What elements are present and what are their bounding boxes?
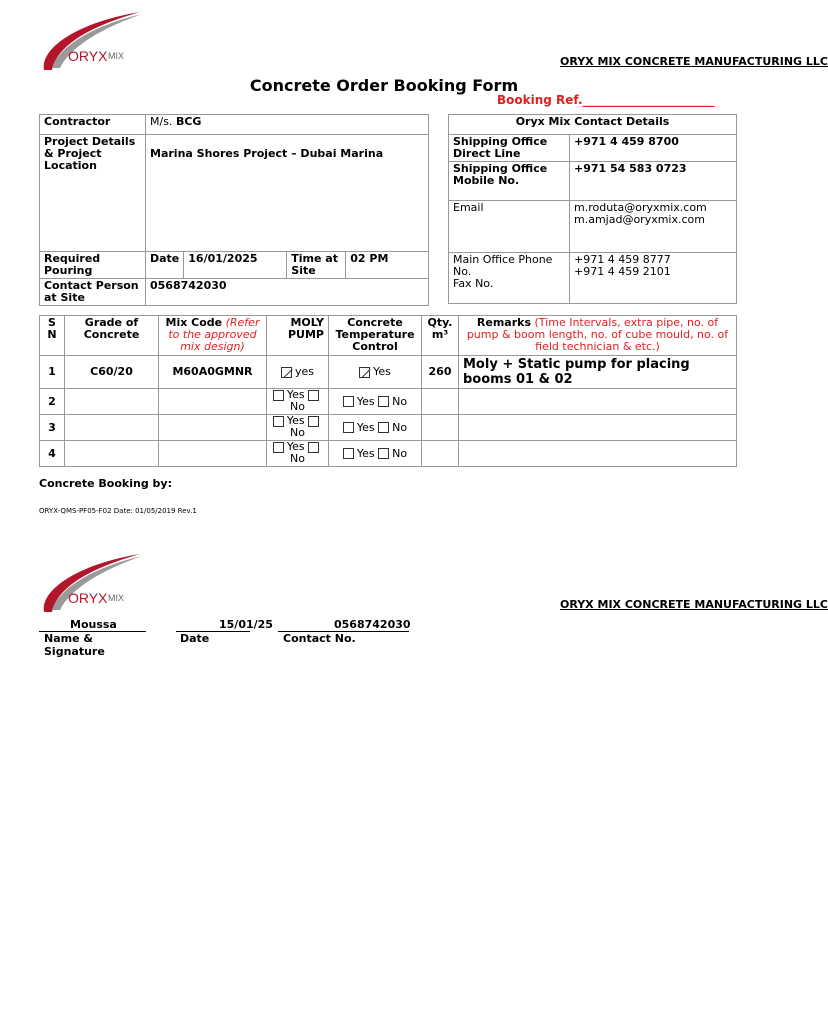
logo-text: ORYX (68, 590, 108, 606)
row-mix-code (159, 389, 267, 415)
row-qty: 260 (422, 356, 459, 389)
signature-name: Moussa (70, 618, 117, 631)
contact-details-table (448, 114, 737, 304)
row-moly (267, 389, 329, 415)
email-2[interactable]: m.amjad@oryxmix.com (574, 213, 705, 226)
row-remarks (459, 389, 737, 415)
contacts-title: Oryx Mix Contact Details (449, 115, 737, 135)
moly-yes-checkbox[interactable] (273, 416, 284, 427)
row-sn: 3 (40, 415, 65, 441)
row-remarks (459, 415, 737, 441)
moly-yes-label: yes (294, 365, 314, 378)
row-grade (65, 415, 159, 441)
contractor-label: Contractor (40, 115, 146, 135)
row-mix-code: M60A0GMNR (159, 356, 267, 389)
temp-yes-checkbox[interactable] (343, 448, 354, 459)
header-mix-code (159, 316, 267, 356)
sign-contact-label: Contact No. (283, 632, 356, 645)
yes-label: Yes (356, 394, 375, 408)
company-name-footer: ORYX MIX CONCRETE MANUFACTURING LLC (560, 598, 828, 611)
sign-contact-value: 0568742030 (334, 618, 411, 631)
no-label: No (392, 394, 408, 408)
time-label: Time at Site (287, 252, 346, 279)
row-remarks: Moly + Static pump for placing booms 01 & 02 (459, 356, 737, 389)
signature-label: Name & Signature (44, 632, 105, 658)
booking-ref: Booking Ref.______________________ (497, 93, 715, 107)
moly-no-checkbox[interactable] (308, 442, 319, 453)
shipping-mobile-value: +971 54 583 0723 (570, 162, 737, 201)
shipping-direct-value: +971 4 459 8700 (570, 135, 737, 162)
logo-swoosh-icon (38, 8, 148, 74)
form-title: Concrete Order Booking Form (249, 76, 519, 95)
email-cell (570, 201, 737, 253)
moly-no-checkbox[interactable] (308, 416, 319, 427)
row-moly (267, 441, 329, 467)
yes-label: Yes (286, 414, 305, 427)
logo-text: ORYX (68, 48, 108, 64)
logo-swoosh-icon (38, 550, 148, 616)
sign-date-value: 15/01/25 (219, 618, 273, 631)
company-name: ORYX MIX CONCRETE MANUFACTURING LLC (560, 55, 828, 68)
header-sn: S N (40, 316, 65, 356)
mix-code-label: Mix Code (165, 316, 223, 329)
row-sn: 4 (40, 441, 65, 467)
header-grade: Grade of Concrete (65, 316, 159, 356)
logo-sub: MIX (108, 593, 125, 603)
row-temp (329, 441, 422, 467)
row-grade (65, 389, 159, 415)
mix-code-note: (Refer to the approved mix design) (168, 316, 260, 353)
row-qty (422, 389, 459, 415)
row-sn: 1 (40, 356, 65, 389)
row-sn: 2 (40, 389, 65, 415)
moly-yes-checkbox[interactable] (273, 442, 284, 453)
company-logo-footer (38, 550, 148, 616)
contractor-value: BCG (175, 115, 202, 128)
table-row (40, 389, 737, 415)
main-phone-cell (449, 253, 570, 304)
remarks-label: Remarks (476, 316, 531, 329)
row-grade (65, 441, 159, 467)
header-qty: Qty. m³ (422, 316, 459, 356)
row-mix-code (159, 441, 267, 467)
temp-no-checkbox[interactable] (378, 422, 389, 433)
main-phone-label: Main Office Phone No. (453, 253, 553, 278)
header-temp: Concrete Temperature Control (329, 316, 422, 356)
row-moly (267, 356, 329, 389)
row-grade: C60/20 (65, 356, 159, 389)
no-label: No (290, 400, 305, 413)
remarks-note: (Time Intervals, extra pipe, no. of pump & boom length, no. of cube mould, no. of field technician & etc.) (466, 316, 729, 353)
booking-by-label: Concrete Booking by: (39, 477, 172, 490)
sign-date-label: Date (180, 632, 210, 645)
header-moly: MOLY PUMP (267, 316, 329, 356)
date-label: Date (146, 252, 184, 279)
fax-label: Fax No. (453, 277, 494, 290)
company-logo (38, 8, 148, 74)
moly-yes-checkbox[interactable] (273, 390, 284, 401)
row-qty (422, 441, 459, 467)
main-phone-values (570, 253, 737, 304)
date-value: 16/01/2025 (184, 252, 287, 279)
no-label: No (392, 446, 408, 460)
contractor-cell (146, 115, 429, 135)
temp-no-checkbox[interactable] (378, 448, 389, 459)
fax-value: +971 4 459 2101 (574, 265, 671, 278)
table-row (40, 441, 737, 467)
time-value: 02 PM (346, 252, 429, 279)
row-moly (267, 415, 329, 441)
row-temp (329, 415, 422, 441)
contact-value: 0568742030 (146, 279, 429, 306)
email-label: Email (449, 201, 570, 253)
table-row (40, 356, 737, 389)
temp-yes-label: Yes (373, 365, 391, 378)
row-temp (329, 389, 422, 415)
shipping-direct-label: Shipping Office Direct Line (449, 135, 570, 162)
project-label: Project Details & Project Location (40, 135, 146, 252)
doc-reference: ORYX-QMS-PF05-F02 Date: 01/05/2019 Rev.1 (39, 507, 197, 515)
temp-yes-checkbox[interactable] (343, 396, 354, 407)
order-table (39, 315, 737, 467)
row-mix-code (159, 415, 267, 441)
email-1[interactable]: m.roduta@oryxmix.com (574, 201, 707, 214)
pouring-label: Required Pouring (40, 252, 146, 279)
row-qty (422, 415, 459, 441)
no-label: No (290, 452, 305, 465)
contractor-prefix: M/s. (150, 115, 173, 128)
row-remarks (459, 441, 737, 467)
temp-checkbox[interactable] (359, 367, 370, 378)
row-temp (329, 356, 422, 389)
table-row (40, 415, 737, 441)
temp-yes-checkbox[interactable] (343, 422, 354, 433)
temp-no-checkbox[interactable] (378, 396, 389, 407)
moly-checkbox[interactable] (281, 367, 292, 378)
main-phone-value: +971 4 459 8777 (574, 253, 671, 266)
moly-no-checkbox[interactable] (308, 390, 319, 401)
shipping-mobile-label: Shipping Office Mobile No. (449, 162, 570, 201)
yes-label: Yes (356, 420, 375, 434)
project-value: Marina Shores Project – Dubai Marina (146, 135, 429, 252)
project-details-table (39, 114, 429, 306)
yes-label: Yes (286, 440, 305, 453)
header-remarks (459, 316, 737, 356)
contact-label: Contact Person at Site (40, 279, 146, 306)
yes-label: Yes (356, 446, 375, 460)
logo-sub: MIX (108, 51, 125, 61)
no-label: No (392, 420, 408, 434)
no-label: No (290, 426, 305, 439)
yes-label: Yes (286, 388, 305, 401)
